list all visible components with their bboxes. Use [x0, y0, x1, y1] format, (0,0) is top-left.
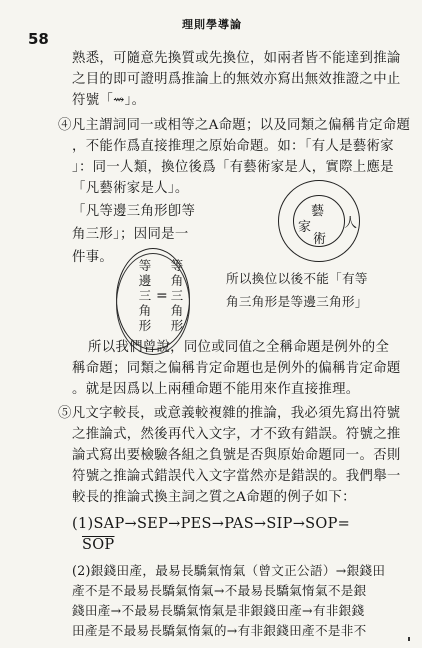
formula-line: $\overline{SOP}$: [82, 537, 115, 553]
text-line: 符號「⇝」。: [72, 93, 146, 108]
text-line: ⑤凡文字較長，或意義較複雜的推論，我必須先寫出符號: [58, 406, 401, 421]
inner-label: 術: [313, 232, 327, 247]
text-line: 所以換位以後不能「有等: [226, 271, 368, 286]
text-line: 之目的即可證明爲推論上的無效亦寫出無效推證之中止: [72, 72, 401, 87]
text-line: 角三角形是等邊三角形」: [226, 294, 368, 309]
text-line: 「凡藝術家是人」。: [72, 181, 189, 196]
text-line: ，不能作爲直接推理之原始命題。如：「有人是藝術家: [72, 139, 394, 154]
text-line: 較長的推論式換主詞之質之A命題的例子如下：: [72, 490, 356, 505]
inner-label: 藝: [311, 204, 325, 219]
text-line: 所以我們曾說，同位或同值之全稱命題是例外的全: [88, 340, 390, 355]
circles-diagram: [278, 180, 360, 262]
text-line: ④凡主謂詞同一或相等之A命題；以及同類之偏稱肯定命題: [58, 118, 411, 133]
inner-label: 家: [298, 220, 312, 235]
text-line: 符號之推論式錯誤代入文字當然亦是錯誤的。我們舉一: [72, 469, 401, 484]
page-number: 58: [28, 30, 49, 48]
text-line: 角三形」；因同是一: [72, 227, 189, 242]
text-line: 田產是不最易長驕氣惰氣的→有非銀錢田產不是非不: [72, 623, 367, 638]
formula-line: (1)SAP→SEP→PES→PAS→SIP→SOP=: [72, 516, 351, 532]
outer-label: 人: [344, 216, 358, 231]
text-line: 論式寫出要檢驗各組之負號是否與原始命題同一。否則: [72, 448, 401, 463]
margin-tick-mark: [408, 637, 410, 641]
text-line: 「凡等邊三角形卽等: [72, 204, 196, 219]
equals-sign: =: [156, 288, 168, 304]
text-line: 之推論式，然後再代入文字，才不致有錯誤。符號之推: [72, 427, 401, 442]
text-line: 。就是因爲以上兩種命題不能用來作直接推理。: [72, 382, 360, 397]
text-line: 」：同一人類，換位後爲「有藝術家是人，實際上應是: [72, 160, 394, 175]
text-line: 件事。: [72, 250, 114, 265]
text-line: 錢田產→不最易長驕氣惰氣是非銀錢田產→有非銀錢: [72, 603, 365, 618]
running-title: 理則學導論: [182, 18, 242, 31]
text-line: 熟悉，可隨意先換質或先換位，如兩者皆不能達到推論: [72, 51, 401, 66]
ellipse-left-label: 等邊三角形: [138, 258, 152, 333]
text-line: 產不是不最易長驕氣惰氣→不最易長驕氣惰氣不是銀: [72, 583, 367, 598]
ellipse-right-label: 等角三角形: [170, 258, 184, 333]
text-line: (2)銀錢田產，最易長驕氣惰氣（曾文正公語）→銀錢田: [72, 563, 386, 578]
text-line: 稱命題；同類之偏稱肯定命題也是例外的偏稱肯定命題: [72, 361, 401, 376]
